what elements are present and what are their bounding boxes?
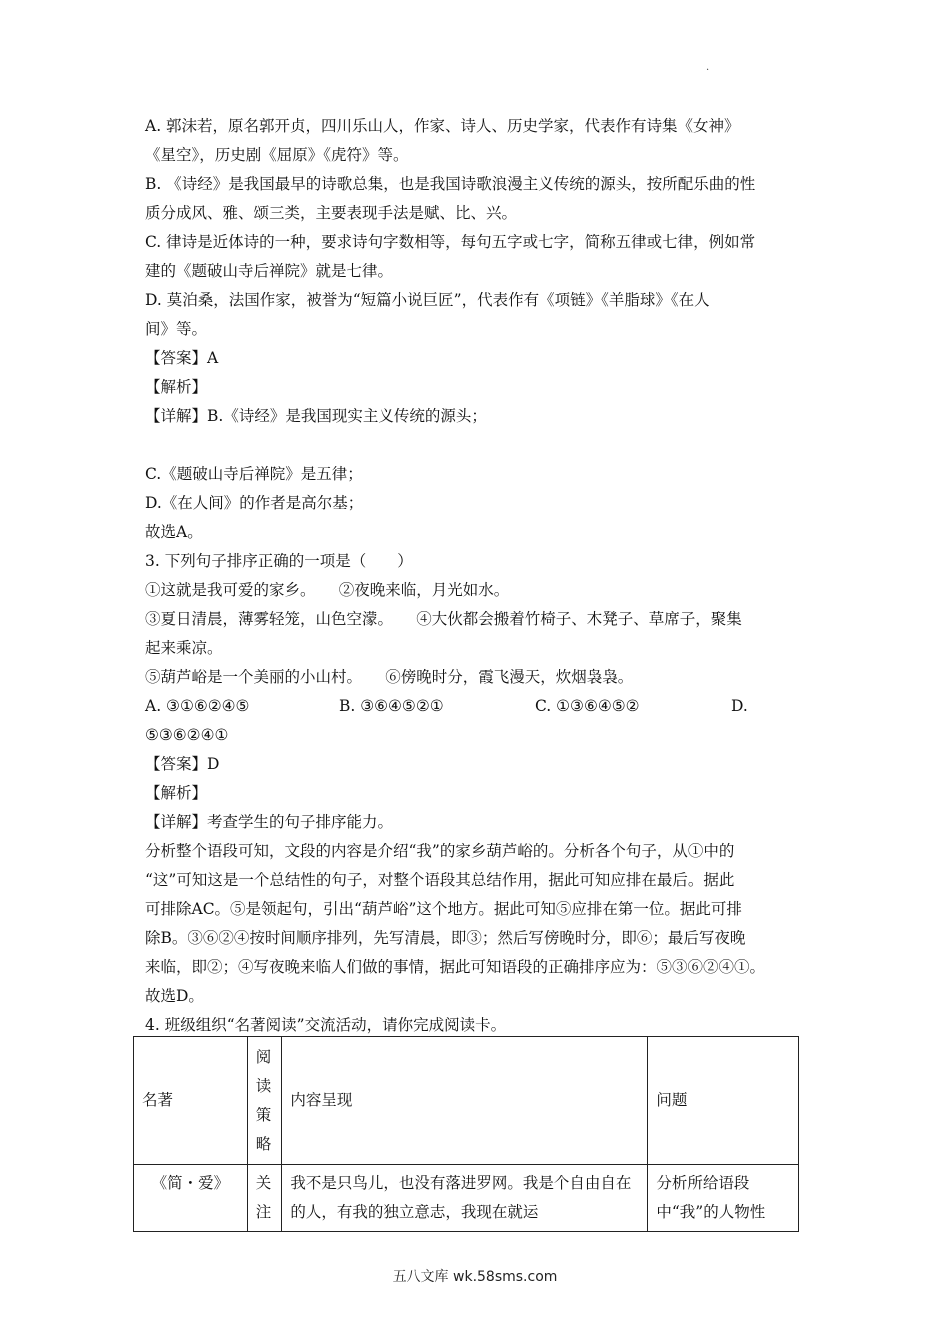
answer-label: 【答案】A	[145, 349, 219, 367]
option-d: D.	[731, 697, 748, 715]
detail-line-3: D.《在人间》的作者是高尔基；	[145, 494, 364, 512]
answer-options	[145, 692, 815, 721]
answer-label-2: 【答案】D	[145, 755, 220, 773]
option-c-line-1: C. 律诗是近体诗的一种，要求诗句字数相等，每句五字或七字，简称五律或七律，例如常	[145, 233, 756, 251]
cell-content: 我不是只鸟儿，也没有落进罗网。我是个自由自在的人，有我的独立意志，我现在就运	[282, 1165, 648, 1232]
sentence-line-4: ⑤葫芦峪是一个美丽的小山村。 ⑥傍晚时分，霞飞漫天，炊烟袅袅。	[145, 668, 634, 686]
header-content: 内容呈现	[282, 1037, 648, 1165]
choice-line-2: 故选D。	[145, 987, 204, 1005]
blank-gap	[145, 431, 815, 460]
header-book: 名著	[134, 1037, 248, 1165]
explanation-line-3: 可排除AC。⑤是领起句，引出“葫芦峪”这个地方。据此可知⑤应排在第一位。据此可排	[145, 900, 742, 918]
explanation-line-5: 来临，即②；④写夜晚来临人们做的事情，据此可知语段的正确排序应为：⑤③⑥②④①。	[145, 958, 766, 976]
cell-book: 《简・爱》	[134, 1165, 248, 1232]
option-d-sequence: ⑤③⑥②④①	[145, 726, 229, 744]
choice-line: 故选A。	[145, 523, 203, 541]
option-a-line-1: A. 郭沫若，原名郭开贞，四川乐山人，作家、诗人、历史学家，代表作有诗集《女神》	[145, 117, 740, 135]
option-a-line-2: 《星空》，历史剧《屈原》《虎符》等。	[145, 146, 409, 164]
detail-line-1: 【详解】B.《诗经》是我国现实主义传统的源头；	[145, 407, 487, 425]
table-header-row	[134, 1037, 799, 1165]
header-question: 问题	[648, 1037, 799, 1165]
sentence-line-3: 起来乘凉。	[145, 639, 223, 657]
cell-strategy: 关注	[247, 1165, 282, 1232]
table-row	[134, 1165, 799, 1232]
explanation-line-1: 分析整个语段可知，文段的内容是介绍“我”的家乡葫芦峪的。分析各个句子，从①中的	[145, 842, 735, 860]
detail-label-2: 【详解】考查学生的句子排序能力。	[145, 813, 394, 831]
footer-watermark: 五八文库 wk.58sms.com	[392, 1269, 558, 1285]
sentence-line-2: ③夏日清晨，薄雾轻笼，山色空濛。 ④大伙都会搬着竹椅子、木凳子、草席子，聚集	[145, 610, 742, 628]
detail-line-2: C.《题破山寺后禅院》是五律；	[145, 465, 363, 483]
question-3-title: 3. 下列句子排序正确的一项是（ ）	[145, 552, 413, 570]
explanation-line-2: “这”可知这是一个总结性的句子，对整个语段其总结作用，据此可知应排在最后。据此	[145, 871, 735, 889]
option-d-line-2: 间》等。	[145, 320, 208, 338]
option-c-line-2: 建的《题破山寺后禅院》就是七律。	[145, 262, 394, 280]
header-mark: .	[706, 62, 710, 73]
reading-card-table	[133, 1036, 799, 1232]
cell-question: 分析所给语段中“我”的人物性	[648, 1165, 799, 1232]
option-a: A. ③①⑥②④⑤	[145, 697, 250, 715]
option-b-line-1: B. 《诗经》是我国最早的诗歌总集，也是我国诗歌浪漫主义传统的源头，按所配乐曲的性	[145, 175, 756, 193]
header-strategy: 阅读策略	[247, 1037, 282, 1165]
analysis-label-2: 【解析】	[145, 784, 208, 802]
option-d-line-1: D. 莫泊桑，法国作家，被誉为“短篇小说巨匠”，代表作有《项链》《羊脂球》《在人	[145, 291, 710, 309]
document-body	[145, 112, 815, 1040]
explanation-line-4: 除B。③⑥②④按时间顺序排列，先写清晨，即③；然后写傍晚时分，即⑥；最后写夜晚	[145, 929, 746, 947]
sentence-line-1: ①这就是我可爱的家乡。 ②夜晚来临，月光如水。	[145, 581, 510, 599]
option-c: C. ①③⑥④⑤②	[535, 697, 640, 715]
option-b: B. ③⑥④⑤②①	[339, 697, 444, 715]
option-b-line-2: 质分成风、雅、颂三类，主要表现手法是赋、比、兴。	[145, 204, 518, 222]
question-4-title: 4. 班级组织“名著阅读”交流活动，请你完成阅读卡。	[145, 1016, 507, 1034]
analysis-label: 【解析】	[145, 378, 208, 396]
